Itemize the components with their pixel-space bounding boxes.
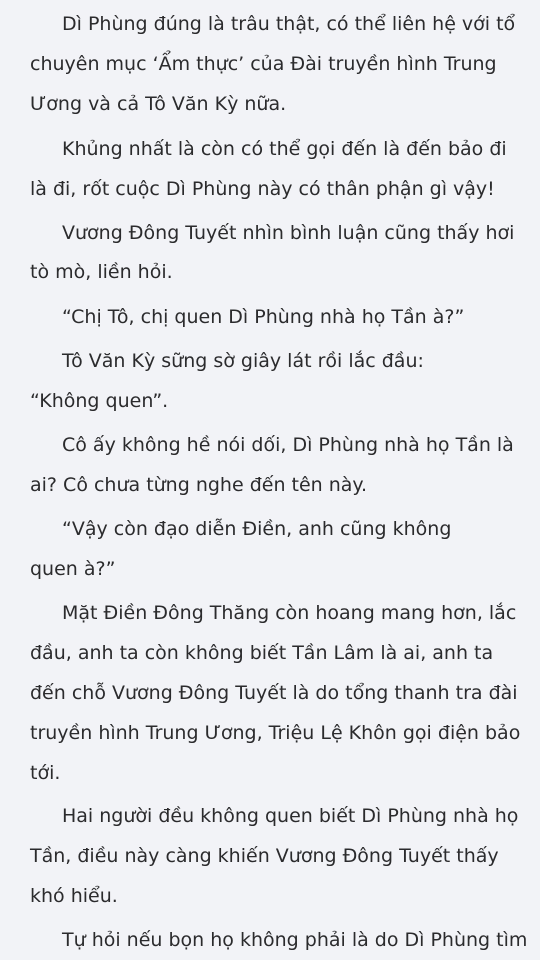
text-line: là đi, rốt cuộc Dì Phùng này có thân phận gì vậy! bbox=[30, 178, 495, 200]
text-line: Vương Đông Tuyết nhìn bình luận cũng thấy hơi bbox=[62, 222, 515, 244]
text-line: khó hiểu. bbox=[30, 885, 118, 907]
text-line: đến chỗ Vương Đông Tuyết là do tổng thanh tra đài bbox=[30, 682, 518, 704]
text-line: chuyên mục ‘Ẩm thực’ của Đài truyền hình Trung bbox=[30, 53, 497, 75]
text-line: “Vậy còn đạo diễn Điền, anh cũng không bbox=[62, 518, 452, 540]
text-line: truyền hình Trung Ương, Triệu Lệ Khôn gọi điện bảo bbox=[30, 722, 521, 744]
text-line: tới. bbox=[30, 762, 61, 784]
text-line: Khủng nhất là còn có thể gọi đến là đến bảo đi bbox=[62, 138, 507, 160]
text-line: Dì Phùng đúng là trâu thật, có thể liên hệ với tổ bbox=[62, 13, 516, 35]
text-line: Ương và cả Tô Văn Kỳ nữa. bbox=[30, 93, 287, 115]
text-line: đầu, anh ta còn không biết Tần Lâm là ai, anh ta bbox=[30, 642, 494, 664]
text-line: Tô Văn Kỳ sững sờ giây lát rồi lắc đầu: bbox=[62, 350, 424, 372]
text-line: “Chị Tô, chị quen Dì Phùng nhà họ Tần à?” bbox=[62, 306, 465, 328]
text-line: quen à?” bbox=[30, 558, 116, 580]
text-line: Hai người đều không quen biết Dì Phùng nhà họ bbox=[62, 805, 519, 827]
text-line: tò mò, liền hỏi. bbox=[30, 261, 173, 283]
text-line: Cô ấy không hề nói dối, Dì Phùng nhà họ Tần là bbox=[62, 434, 514, 456]
text-line: Tần, điều này càng khiến Vương Đông Tuyết thấy bbox=[30, 845, 499, 867]
text-line: ai? Cô chưa từng nghe đến tên này. bbox=[30, 474, 368, 496]
text-line: Mặt Điền Đông Thăng còn hoang mang hơn, lắc bbox=[62, 602, 517, 624]
text-line: “Không quen”. bbox=[30, 390, 169, 412]
text-line: Tự hỏi nếu bọn họ không phải là do Dì Phùng tìm bbox=[62, 929, 528, 951]
